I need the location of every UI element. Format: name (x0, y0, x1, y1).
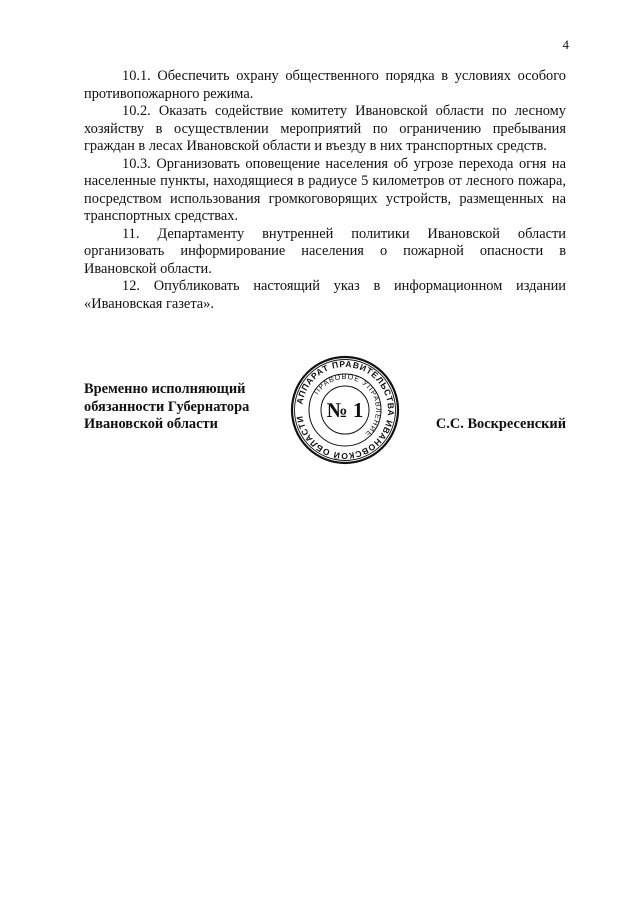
signer-title-line: обязанности Губернатора (84, 398, 250, 415)
paragraph-12: 12. Опубликовать настоящий указ в информационном издании «Ивановская газета». (84, 278, 566, 312)
stamp-inner-text: ПРАВОВОЕ УПРАВЛЕНИЕ (311, 371, 384, 440)
stamp-seal-icon (289, 354, 401, 466)
paragraph-10-3: 10.3. Организовать оповещение населения об угрозе перехода огня на населенные пункты, находящиеся в радиусе 5 километров от лесного пожара, посредством использования громкоговорящих устройств, размещенных на транспортных средствах. (84, 155, 566, 224)
page-number: 4 (562, 37, 569, 52)
signer-name: С.С. Воскресенский (435, 416, 566, 432)
signer-title-line: Ивановской области (84, 416, 218, 432)
stamp-outer-text: АППАРАТ ПРАВИТЕЛЬСТВА ИВАНОВСКОЙ ОБЛАСТИ (294, 358, 397, 462)
stamp-number: № 1 (326, 398, 364, 422)
official-stamp (289, 354, 401, 466)
signer-title-line: Временно исполняющий (84, 381, 246, 397)
paragraph-10-2: 10.2. Оказать содействие комитету Ивановской области по лесному хозяйству в осуществлении мероприятий по ограничению пребывания граждан в лесах Ивановской области и въезду в них транспортных средств. (84, 103, 566, 154)
document-body (84, 68, 566, 313)
signature-block (84, 358, 566, 481)
paragraph-11: 11. Департаменту внутренней политики Ивановской области организовать информирование населения о пожарной опасности в Ивановской области. (84, 225, 566, 277)
paragraph-10-1: 10.1. Обеспечить охрану общественного порядка в условиях особого противопожарного режима. (84, 68, 566, 102)
signer-title (84, 381, 249, 434)
